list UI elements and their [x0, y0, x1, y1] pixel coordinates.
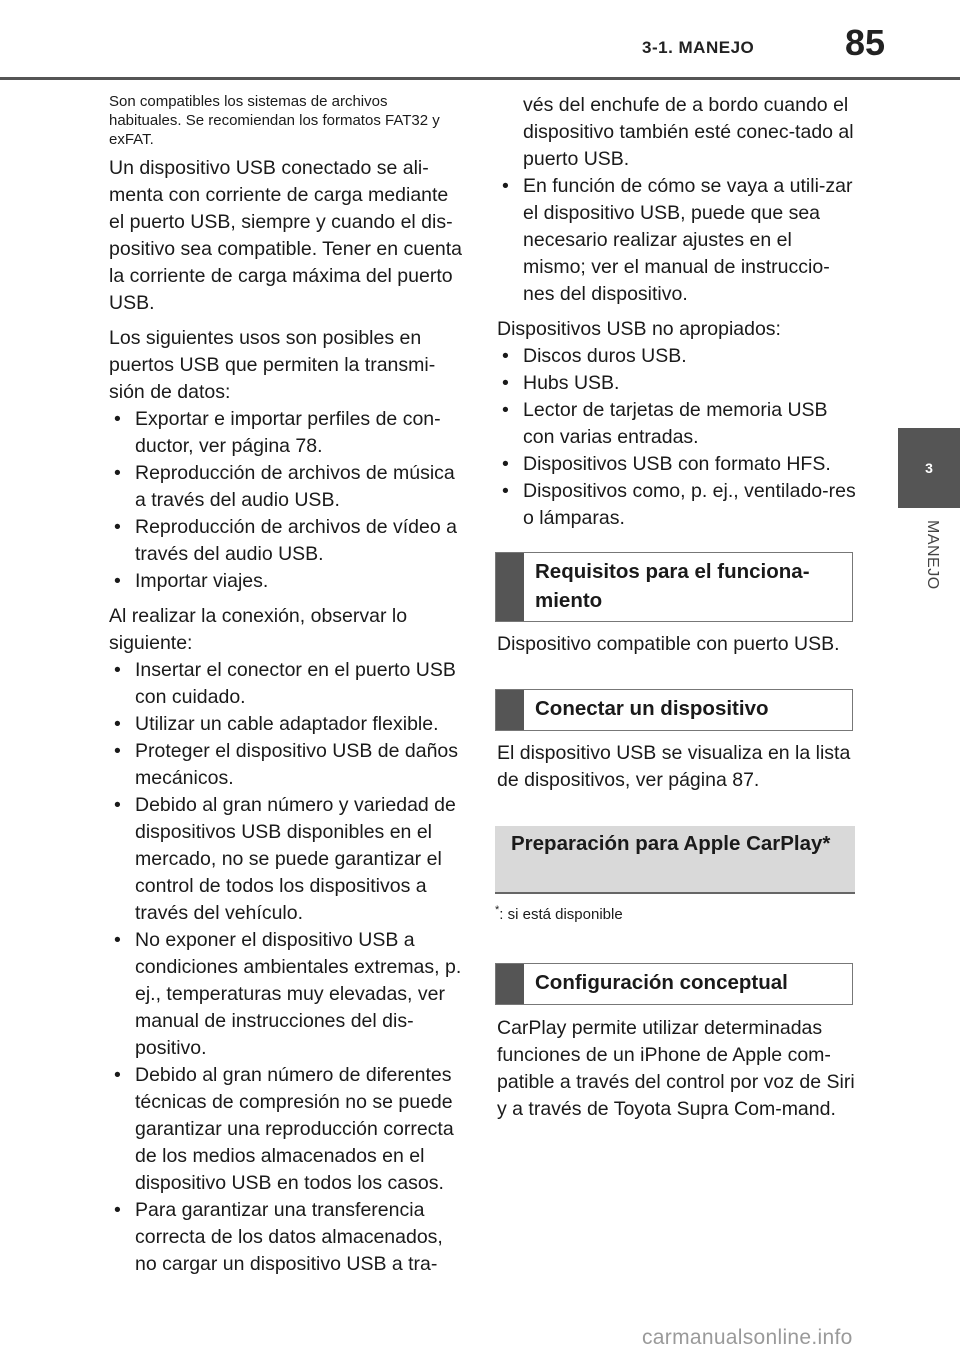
heading-carplay [495, 826, 855, 894]
list-item: • Insertar el conector en el puerto USB con cuidado. [109, 657, 464, 711]
heading-requirements [495, 552, 853, 622]
list-item: • Exportar e importar perfiles de con-ductor, ver página 78. [109, 406, 464, 460]
paragraph-connection: Al realizar la conexión, observar lo siguiente: [109, 605, 408, 654]
paragraph-charging: Un dispositivo USB conectado se ali-menta con corriente de carga mediante el puerto USB, siempre y cuando el dis-positivo sea compatible. Tener en cuenta la corriente de carga máxima del puerto USB. [109, 157, 463, 314]
list-item: • No exponer el dispositivo USB a condiciones ambientales extremas, p. ej., temperaturas muy elevadas, ver manual de instrucciones del dis-positivo. [109, 927, 464, 1062]
watermark: carmanualsonline.info [642, 1326, 853, 1349]
heading-concept [495, 963, 853, 1005]
heading-concept-text: Configuración conceptual [535, 971, 788, 994]
uses-list [109, 406, 464, 595]
footnote-mark: * [495, 904, 500, 916]
left-column [109, 92, 464, 1286]
header-divider [0, 77, 960, 80]
notes-list [109, 657, 464, 1278]
heading-bar [496, 964, 524, 1004]
heading-connect-text: Conectar un dispositivo [535, 697, 769, 720]
list-item: • En función de cómo se vaya a utili-zar el dispositivo USB, puede que sea necesario realizar ajustes en el mismo; ver el manual de instruccio-nes del dispositivo. [497, 173, 857, 308]
concept-text: CarPlay permite utilizar determinadas funciones de un iPhone de Apple com-patible a través del control por voz de Siri y a través de Toyota Supra Com-mand. [497, 1017, 855, 1120]
heading-bar [496, 553, 524, 621]
heading-carplay-text: Preparación para Apple CarPlay* [511, 832, 831, 855]
paragraph-uses: Los siguientes usos son posibles en puertos USB que permiten la transmi-sión de datos: [109, 327, 436, 403]
footnote [495, 904, 623, 923]
list-item: • Reproducción de archivos de vídeo a través del audio USB. [109, 514, 464, 568]
chapter-label: MANEJO [924, 520, 941, 590]
usage-list [497, 173, 857, 308]
list-item: • Proteger el dispositivo USB de daños mecánicos. [109, 738, 464, 792]
list-item: • Hubs USB. [497, 370, 857, 397]
requirements-text: Dispositivo compatible con puerto USB. [497, 633, 840, 655]
connect-text: El dispositivo USB se visualiza en la lista de dispositivos, ver página 87. [497, 742, 851, 791]
continued-text: vés del enchufe de a bordo cuando el dispositivo también esté conec-tado al puerto USB. [523, 94, 854, 170]
list-item: • Dispositivos USB con formato HFS. [497, 451, 857, 478]
right-column [497, 92, 857, 540]
unsuitable-list [497, 343, 857, 532]
page-number: 85 [844, 22, 886, 63]
chapter-tab[interactable]: 3 [898, 428, 960, 508]
footnote-text: : si está disponible [499, 906, 623, 923]
list-item: • Reproducción de archivos de música a través del audio USB. [109, 460, 464, 514]
list-item: • Dispositivos como, p. ej., ventilado-res o lámparas. [497, 478, 857, 532]
list-item: • Discos duros USB. [497, 343, 857, 370]
intro-note: Son compatibles los sistemas de archivos habituales. Se recomiendan los formatos FAT32 y exFAT. [109, 93, 440, 148]
section-title: 3-1. MANEJO [642, 38, 755, 57]
list-item: • Debido al gran número de diferentes técnicas de compresión no se puede garantizar una reproducción correcta de los medios almacenados en el dispositivo USB en todos los casos. [109, 1062, 464, 1197]
heading-connect [495, 689, 853, 731]
heading-requirements-text: Requisitos para el funciona-miento [535, 560, 810, 612]
list-item: • Lector de tarjetas de memoria USB con varias entradas. [497, 397, 857, 451]
list-item: • Debido al gran número y variedad de dispositivos USB disponibles en el mercado, no se puede garantizar el control de todos los dispositivos a través del vehículo. [109, 792, 464, 927]
list-item: • Importar viajes. [109, 568, 464, 595]
heading-bar [496, 690, 524, 730]
list-item: • Para garantizar una transferencia correcta de los datos almacenados, no cargar un dispositivo USB a tra- [109, 1197, 464, 1278]
unsuitable-title: Dispositivos USB no apropiados: [497, 318, 781, 340]
list-item: • Utilizar un cable adaptador flexible. [109, 711, 464, 738]
